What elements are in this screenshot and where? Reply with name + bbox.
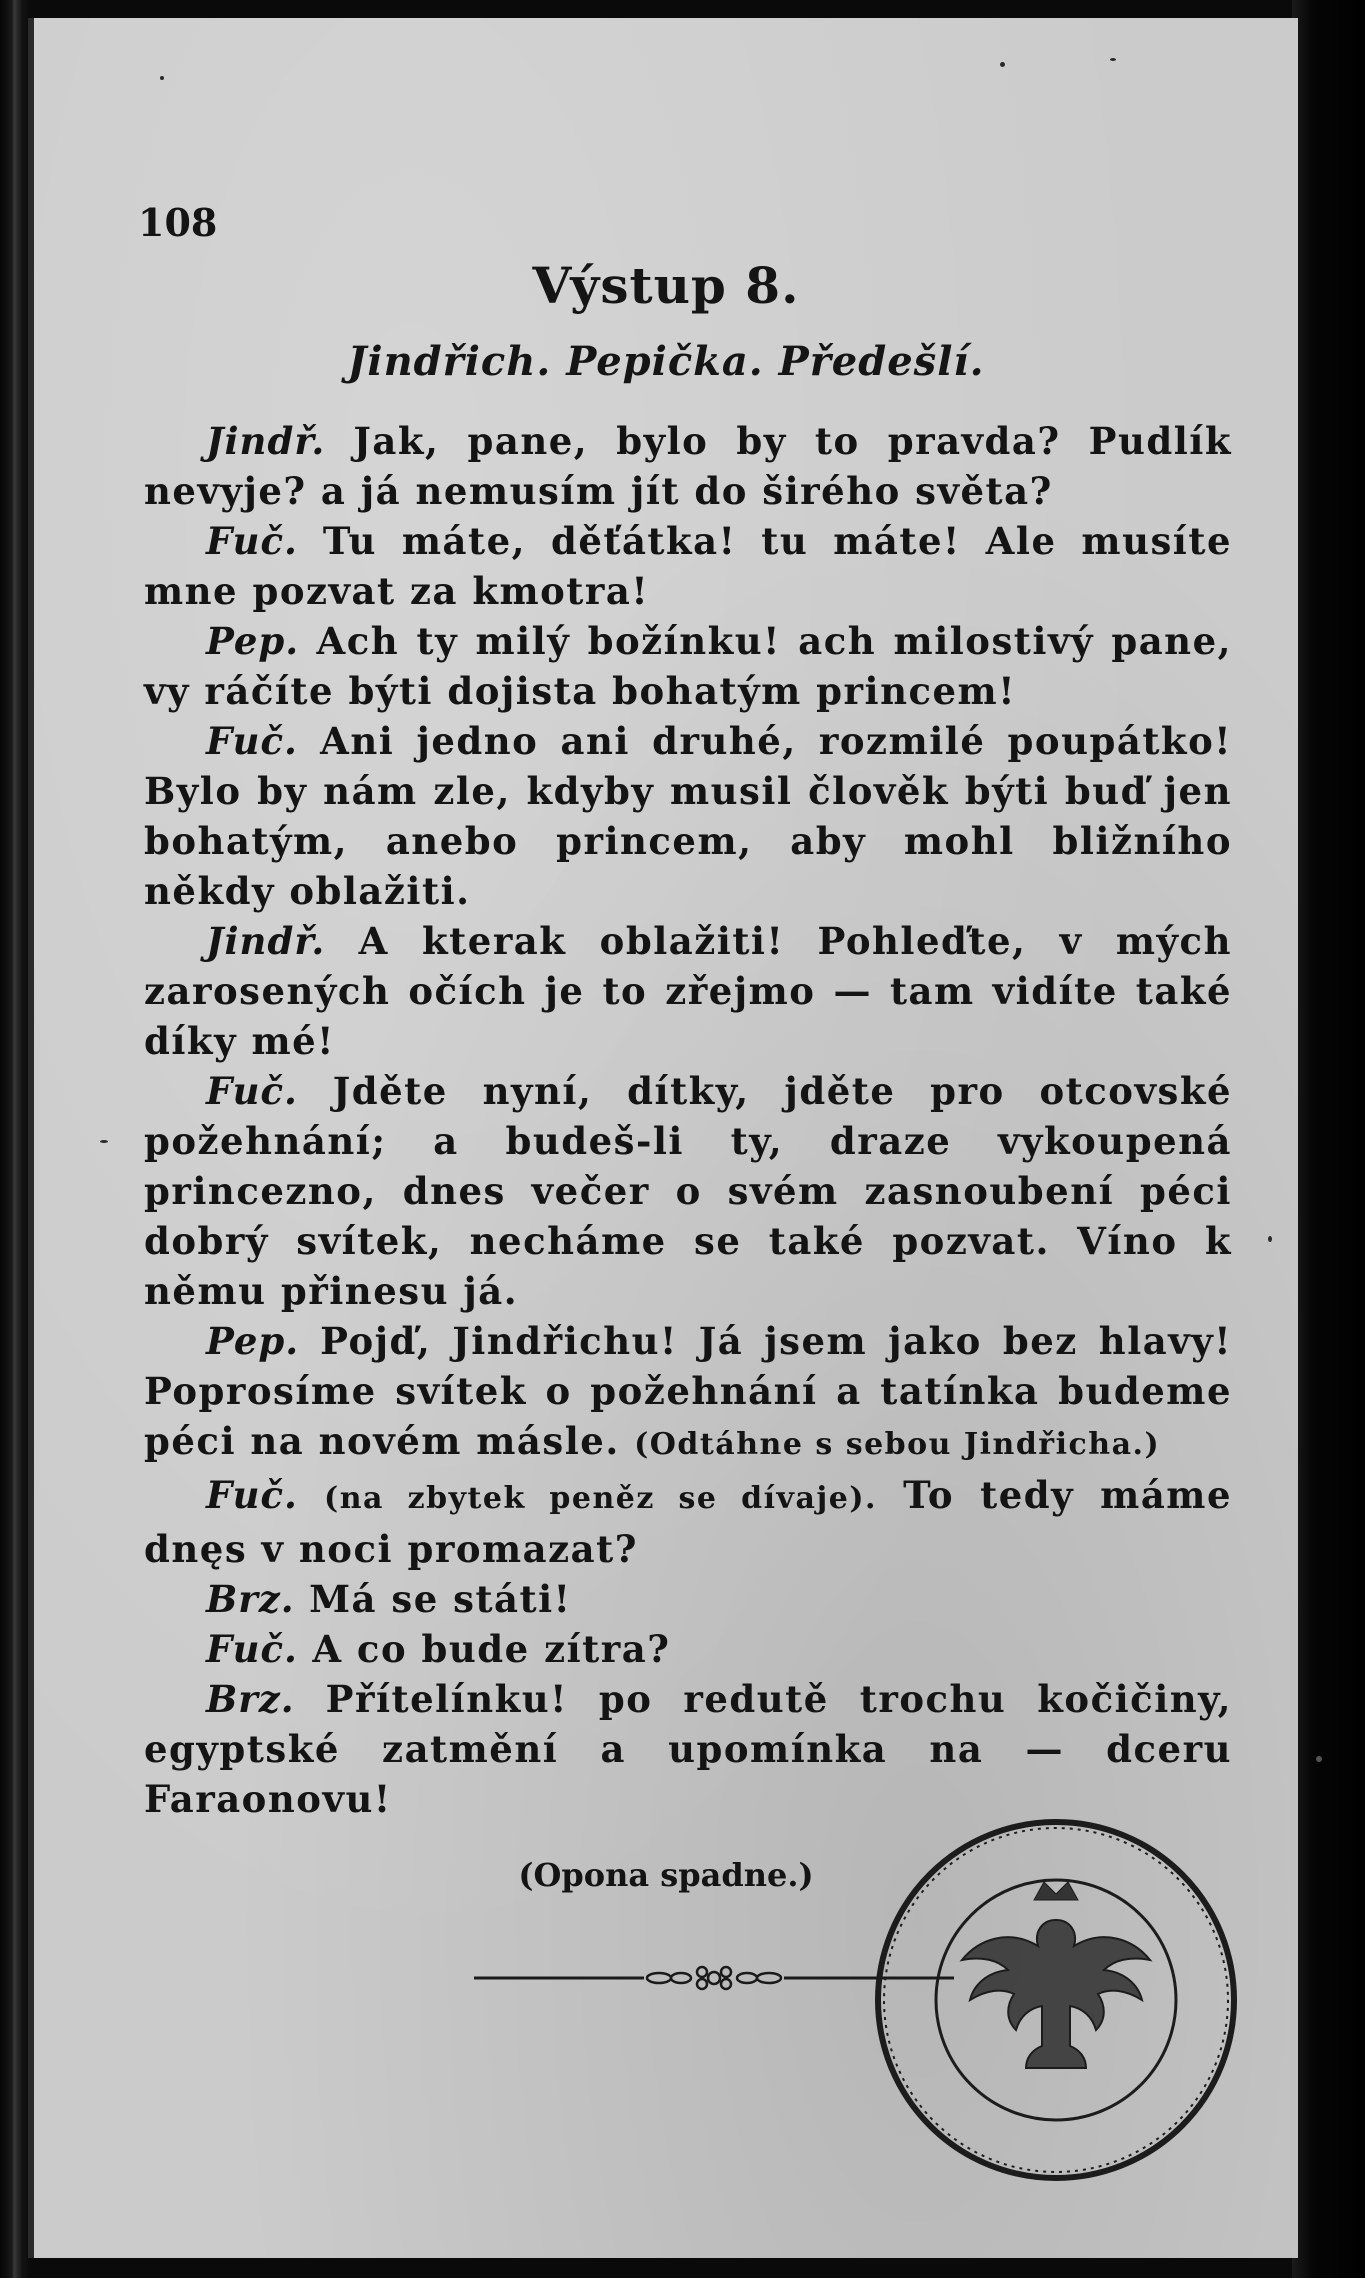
dialogue-paragraph [144,916,1232,1066]
dialogue-paragraph [144,1066,1232,1316]
dialogue-paragraph [144,1574,1232,1624]
book-spine-shadow [1292,0,1365,2278]
dialogue-paragraph [144,1624,1232,1674]
speaker-name: Fuč. [206,1473,298,1517]
dialogue-paragraph [144,616,1232,716]
paper-speck [1268,1236,1272,1242]
speech-text: Jděte nyní, dítky, jděte pro otcovské požehnání; a budeš-li ty, draze vykoupená princezno, dnes večer o svém zasnoubení péci dobrý svítek, necháme se také pozvat. Víno k němu přinesu já. [144,1069,1232,1313]
speech-text: Přítelínku! po redutě trochu kočičiny, egyptské zatmění a upomínka na — dceru Faraonovu! [144,1677,1232,1821]
speech-text: Jak, pane, bylo by to pravda? Pudlík nevyje? a já nemusím jít do širého světa? [144,419,1233,513]
speaker-name: Fuč. [206,719,298,763]
library-stamp [856,1800,1256,2200]
speech-text: Ach ty milý božínku! ach milostivý pane, vy ráčíte býti dojista bohatým princem! [144,619,1232,713]
speaker-name: Fuč. [206,519,298,563]
dialogue-body [144,416,1232,1824]
dialogue-paragraph [144,1470,1232,1574]
curtain-direction: (Opona spadne.) [518,1856,814,1894]
speaker-name: Fuč. [206,1069,298,1113]
speaker-name: Fuč. [206,1627,298,1671]
speech-text: Tu máte, děťátka! tu máte! Ale musíte mne pozvat za kmotra! [144,519,1232,613]
speaker-name: Pep. [206,619,300,663]
eagle-icon [962,1882,1150,2068]
speaker-name: Jindř. [206,919,326,963]
paper-speck [1000,62,1005,67]
speech-text: Ani jedno ani druhé, rozmilé poupátko! Bylo by nám zle, kdyby musil člověk býti buď jen bohatým, anebo princem, aby mohl bližního někdy oblažiti. [144,719,1232,913]
dialogue-paragraph [144,516,1232,616]
dialogue-paragraph [144,1316,1232,1470]
speech-text: To tedy máme dnęs v noci promazat? [144,1473,1232,1571]
speaker-name: Jindř. [206,419,326,463]
dialogue-paragraph [144,716,1232,916]
page-number: 108 [138,200,218,245]
scene-title: Výstup 8. [532,256,800,315]
speech-text: A co bude zítra? [312,1627,671,1671]
paper-speck [100,1140,108,1143]
paper-speck [160,76,164,80]
speaker-name: Brz. [206,1577,295,1621]
dialogue-paragraph [144,416,1232,516]
speech-text: Má se státi! [309,1577,572,1621]
speaker-name: Pep. [206,1319,300,1363]
paper-speck [1110,58,1116,61]
scene-cast: Jindřich. Pepička. Předešlí. [347,338,985,385]
stage-direction: (Odtáhne s sebou Jindřicha.) [634,1427,1161,1462]
stage-direction: (na zbytek peněz se dívaje). [324,1481,877,1516]
paper-speck [1316,1756,1322,1762]
speech-text: A kterak oblažiti! Pohleďte, v mých zarosených očích je to zřejmo — tam vidíte také díky mé! [144,919,1232,1063]
speech-text: Pojď, Jindřichu! Já jsem jako bez hlavy! Poprosíme svítek o požehnání a tatínka budeme péci na novém másle. [144,1319,1232,1463]
speaker-name: Brz. [206,1677,295,1721]
